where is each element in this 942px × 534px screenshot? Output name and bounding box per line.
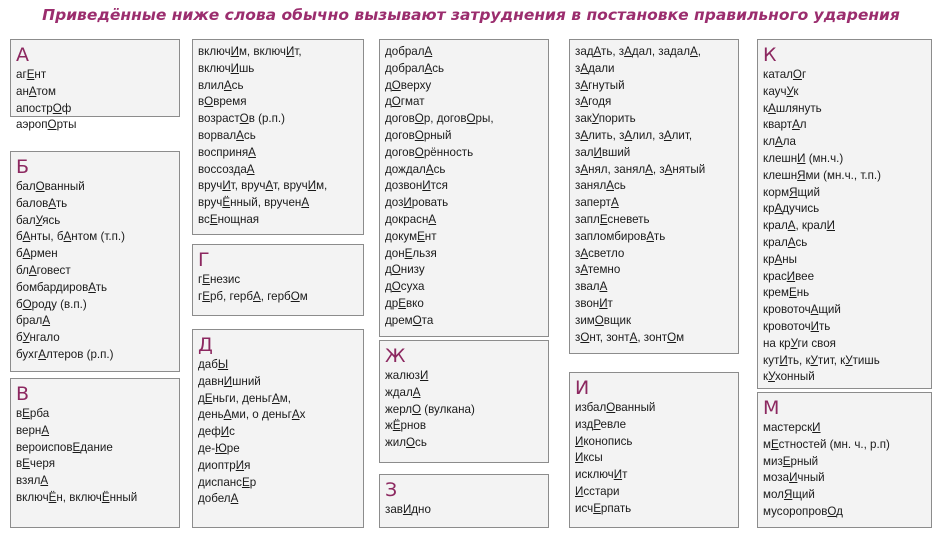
word-item: ждалА [385,385,421,399]
letter-group-box [192,329,364,528]
word-item: бОроду (в.п.) [16,297,87,311]
word-item: докумЕнт [385,229,437,243]
word-item: запертА [575,196,619,210]
group-letter: Ж [385,345,406,367]
word-item: звонИт [575,296,613,310]
word-item: кутИть, кУтит, кУтишь [763,353,880,367]
group-letter: Г [198,249,210,271]
word-item: мизЕрный [763,454,819,468]
word-item: крАдучись [763,202,820,216]
word-item: жЁрнов [385,419,426,433]
word-item: издРевле [575,417,627,431]
word-item: зАгодя [575,95,612,109]
word-item: бралА [16,314,51,328]
word-item: квартАл [763,118,807,132]
word-item: бомбардировАть [16,280,108,294]
word-item: де-Юре [198,441,240,455]
group-letter: М [763,397,780,419]
word-item: зОнт, зонтА, зонтОм [575,330,685,344]
word-item: всЕнощная [198,212,260,226]
letter-group-box [569,39,739,354]
word-item: вероисповЕдание [16,440,113,454]
word-item: каучУк [763,84,799,98]
word-item: кормЯщий [763,185,820,199]
word-item: мастерскИ [763,421,821,434]
word-item: диоптрИя [198,458,251,472]
word-item: Исстари [575,484,620,498]
word-list [385,368,543,452]
word-item: вручЁнный, врученА [198,196,310,210]
word-item: завИдно [385,503,431,516]
word-item: деньАми, о деньгАх [198,408,306,422]
word-item: воссоздаА [198,162,255,176]
word-item: добралА [385,45,433,58]
word-item: кралА, кралИ [763,219,835,233]
word-list [198,44,358,229]
word-list [16,179,174,364]
word-item: кровоточИть [763,319,831,333]
word-item: Иконопись [575,434,633,448]
word-item: включИшь [198,61,255,75]
group-letter: К [763,44,777,66]
word-item: залИвший [575,145,631,159]
word-item: дождалАсь [385,162,446,176]
word-item: исчЕрпать [575,501,632,515]
word-item: дефИс [198,425,235,439]
word-item: мЕстностей (мн. ч., р.п) [763,437,890,451]
letter-group-box [192,244,364,316]
word-list [763,67,926,386]
word-item: аэропОрты [16,118,77,132]
word-item: блАговест [16,263,71,277]
group-letter: А [16,44,29,66]
word-item: диспансЕр [198,475,257,489]
word-item: взялА [16,474,49,488]
word-item: каталОг [763,68,807,81]
word-list [763,420,926,521]
word-item: бухгАлтеров (р.п.) [16,347,114,361]
word-item: докраснА [385,212,437,226]
word-item: задАть, зАдал, задалА, [575,45,701,58]
word-list [385,502,543,519]
word-item: дозвонИтся [385,179,448,193]
word-item: дЕньги, деньгАм, [198,391,291,405]
group-letter: И [575,377,590,399]
word-item: клешнЯми (мн.ч., т.п.) [763,168,881,182]
word-list [575,400,733,518]
word-list [385,44,543,330]
word-item: мусоропровОд [763,504,843,518]
word-item: гЕнезис [198,273,241,286]
word-item: включЁн, включЁнный [16,490,138,504]
word-item: вОвремя [198,95,247,109]
word-item: договОр, договОры, [385,112,494,126]
word-item: дрЕвко [385,296,424,310]
word-list [16,67,174,134]
word-item: дОнизу [385,263,425,277]
word-item: гЕрб, гербА, гербОм [198,289,308,303]
word-item: включИм, включИт, [198,45,302,58]
word-item: занялАсь [575,179,626,193]
letter-group-box [757,392,932,528]
letter-group-box [10,151,180,372]
letter-group-box [10,39,180,132]
group-letter: З [385,479,398,501]
word-item: кралАсь [763,235,808,249]
word-item: баловАть [16,196,68,210]
word-item: зАлить, зАлил, зАлит, [575,128,693,142]
word-item: зАдали [575,61,615,75]
word-item: вЕчеря [16,457,55,471]
word-list [16,406,174,507]
word-item: жилОсь [385,436,427,450]
word-item: молЯщий [763,488,815,502]
word-item: избалОванный [575,401,656,414]
word-item: дозИровать [385,196,449,210]
word-list [198,357,358,508]
word-list [198,272,358,306]
letter-group-box [192,39,364,235]
letter-group-box [379,340,549,463]
word-item: вручИт, вручАт, вручИм, [198,179,328,193]
word-item: заплЕсневеть [575,212,650,226]
group-letter: Д [198,334,213,356]
word-item: дОверху [385,78,432,92]
word-item: жалюзИ [385,369,429,382]
word-item: вЕрба [16,407,50,420]
word-item: добралАсь [385,61,445,75]
letter-group-box [569,372,739,528]
word-item: влилАсь [198,78,244,92]
group-letter: В [16,383,30,405]
word-item: восприняА [198,145,256,159]
word-item: балУясь [16,213,61,227]
word-item: договОрный [385,128,452,142]
word-item: зАсветло [575,246,625,260]
word-item: зАгнутый [575,78,625,92]
word-item: звалА [575,280,608,294]
word-item: апострОф [16,101,72,115]
word-item: клАла [763,135,796,149]
word-item: бАрмен [16,247,58,261]
word-item: кАшлянуть [763,101,822,115]
word-item: бУнгало [16,331,60,345]
word-item: бАнты, бАнтом (т.п.) [16,230,125,244]
letter-group-box [379,39,549,337]
group-letter: Б [16,156,30,178]
word-item: балОванный [16,180,85,193]
page-title: Приведённые ниже слова обычно вызывают затруднения в постановке правильного ударения [42,6,900,24]
word-item: мозаИчный [763,471,825,485]
word-item: исключИт [575,468,628,482]
word-item: анАтом [16,84,56,98]
word-item: закУпорить [575,112,636,126]
letter-group-box [10,378,180,528]
letter-group-box [379,474,549,528]
word-item: договОрённость [385,145,474,159]
word-item: жерлО (вулкана) [385,402,475,416]
word-item: зАнял, занялА, зАнятый [575,162,706,176]
word-item: на крУги своя [763,336,836,350]
letter-group-box [757,39,932,389]
word-list [575,44,733,346]
word-item: вернА [16,423,50,437]
word-item: красИвее [763,269,815,283]
word-item: агЕнт [16,68,47,81]
word-item: запломбировАть [575,229,666,243]
word-item: Иксы [575,451,603,465]
word-item: клешнИ (мн.ч.) [763,151,844,165]
word-item: донЕльзя [385,246,437,260]
word-item: добелА [198,492,239,506]
word-item: ворвалАсь [198,128,256,142]
word-item: кремЕнь [763,286,810,300]
word-item: зАтемно [575,263,621,277]
word-item: дОсуха [385,280,425,294]
word-item: кровоточАщий [763,303,841,317]
word-item: дОгмат [385,95,425,109]
word-item: зимОвщик [575,313,632,327]
word-item: дремОта [385,313,434,327]
word-item: давнИшний [198,374,261,388]
word-item: кУхонный [763,370,815,384]
word-item: крАны [763,252,798,266]
word-item: дабЫ [198,358,229,371]
word-item: возрастОв (р.п.) [198,112,285,126]
